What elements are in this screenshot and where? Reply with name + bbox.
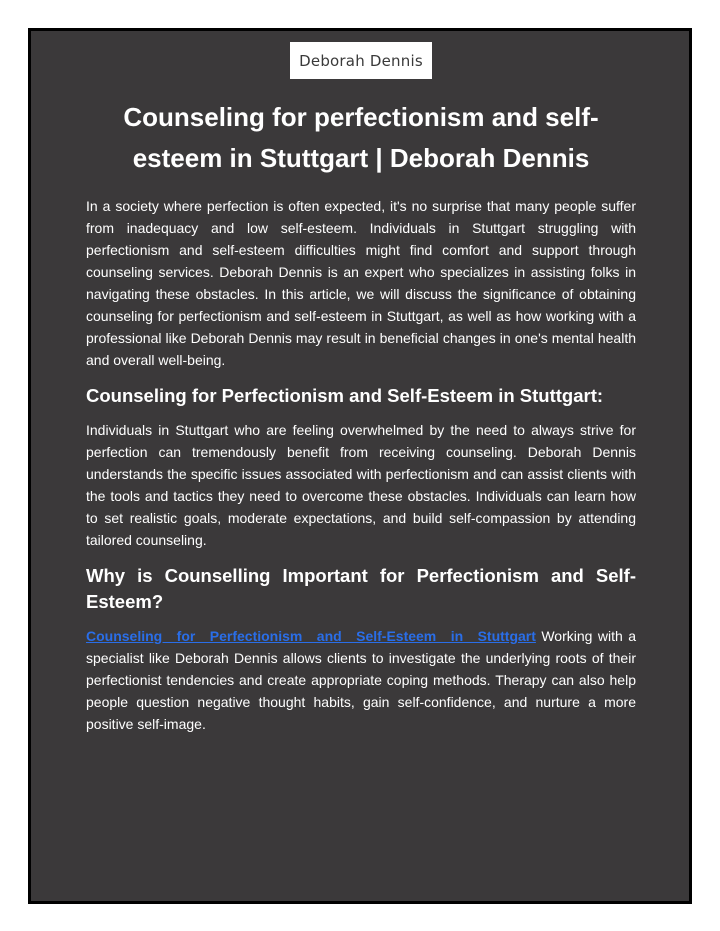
why-important-body-text: Working with a specialist like Deborah Dennis allows clients to investigate the underlying roots of their perfectionist tendencies and create appropriate coping methods. Therapy can also help people question negative thought habits, gain self-confidence, and nurture a more positive self-image. <box>86 628 636 732</box>
article-content <box>86 97 636 735</box>
logo-text: Deborah Dennis <box>299 51 423 70</box>
article-title: Counseling for perfectionism and self-esteem in Stuttgart | Deborah Dennis <box>123 102 599 173</box>
logo <box>290 42 432 79</box>
section-paragraph-why-important <box>86 625 636 735</box>
document-panel <box>28 28 692 904</box>
counseling-stuttgart-link[interactable]: Counseling for Perfectionism and Self-Esteem in Stuttgart <box>86 628 536 644</box>
section-paragraph-counseling: Individuals in Stuttgart who are feeling overwhelmed by the need to always strive for perfection can tremendously benefit from receiving counseling. Deborah Dennis understands the specific issues associated with perfectionism and can assist clients with the tools and tactics they need to overcome these obstacles. Individuals can learn how to set realistic goals, moderate expectations, and build self-compassion by attending tailored counseling. <box>86 422 636 548</box>
section-heading-why-important: Why is Counselling Important for Perfectionism and Self-Esteem? <box>86 565 636 612</box>
section-heading-counseling: Counseling for Perfectionism and Self-Esteem in Stuttgart: <box>86 385 604 406</box>
intro-paragraph: In a society where perfection is often expected, it's no surprise that many people suffer from inadequacy and low self-esteem. Individuals in Stuttgart struggling with perfectionism and self-esteem difficulties might find comfort and support through counseling services. Deborah Dennis is an expert who specializes in assisting folks in navigating these obstacles. In this article, we will discuss the significance of obtaining counseling for perfectionism and self-esteem in Stuttgart, as well as how working with a professional like Deborah Dennis may result in beneficial changes in one's mental health and overall well-being. <box>86 198 636 368</box>
